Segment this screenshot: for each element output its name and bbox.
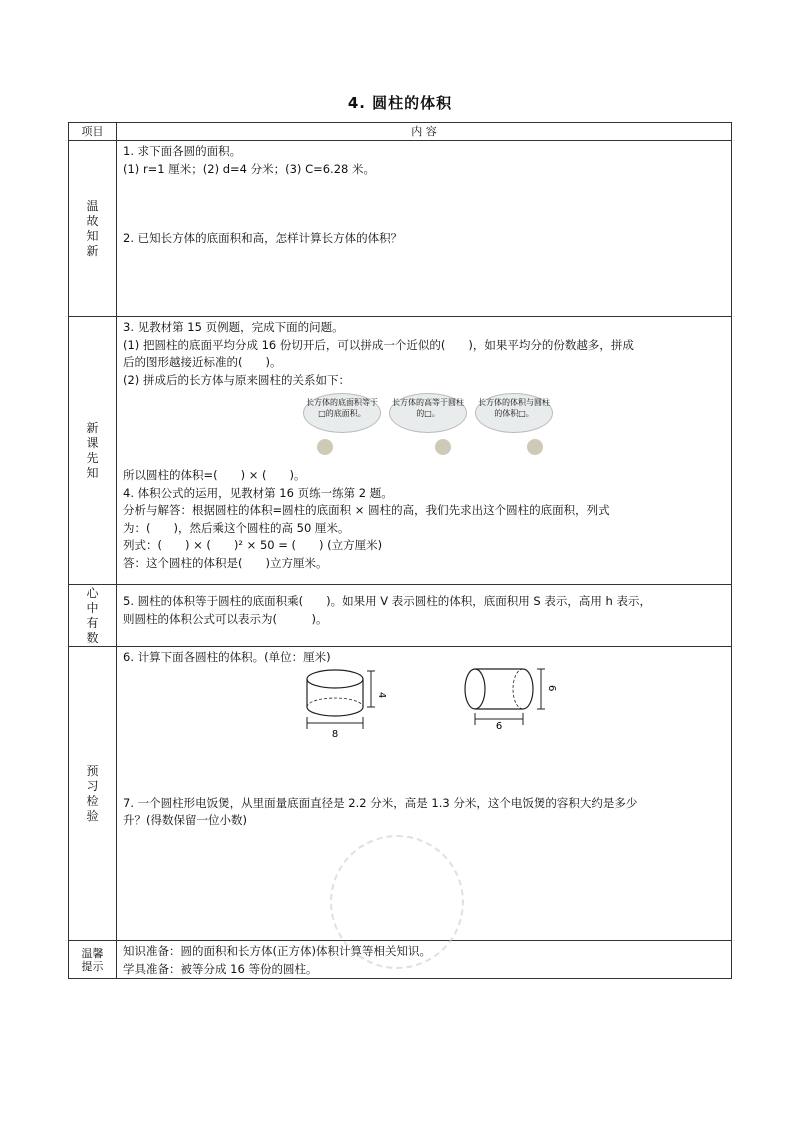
cartoon-animal-1-icon [317,439,333,455]
speech-bubble-3: 长方体的体积与圆柱的体积□。 [475,393,553,433]
cylinder-diagrams [123,667,723,747]
question-3-2: (2) 拼成后的长方体与原来圆柱的关系如下： [123,372,350,387]
question-1: 1. 求下面各圆的面积。 [123,144,242,158]
mind-row [69,585,732,647]
question-4-b: 为：( )，然后乘这个圆柱的高 50 厘米。 [123,520,350,535]
question-5-a: 5. 圆柱的体积等于圆柱的底面积乘( )。如果用 V 表示圆柱的体积，底面积用 S 表示，高用 h 表示， [123,594,651,608]
new-content [117,317,732,585]
question-4-c: 列式：( ) × ( )² × 50 = ( ) (立方厘米) [123,538,383,552]
mind-label: 心 中 有 数 [69,585,117,647]
new-label: 新 课 先 知 [69,317,117,585]
preview-label: 预 习 检 验 [69,647,117,941]
page-title: 4. 圆柱的体积 [347,94,453,112]
question-5-b: 则圆柱的体积公式可以表示为( )。 [123,611,328,626]
speech-bubble-1: 长方体的底面积等于□的底面积。 [303,393,381,433]
header-row [69,123,732,141]
tips-label: 温馨 提示 [69,941,117,979]
cartoon-animal-3-icon [527,439,543,455]
review-label: 温 故 知 新 [69,141,117,317]
question-2: 2. 已知长方体的底面积和高，怎样计算长方体的体积？ [123,231,403,245]
cylinder-2-diameter: 6 [495,720,503,732]
question-1-parts: (1) r=1 厘米；(2) d=4 分米；(3) C=6.28 米。 [123,161,376,176]
speech-bubble-2: 长方体的高等于圆柱的□。 [389,393,467,433]
cylinder-2-height: 6 [546,684,557,691]
cylinder-figures [123,667,725,747]
watermark-stamp-icon [330,835,464,969]
question-4-a: 分析与解答：根据圆柱的体积=圆柱的底面积 × 圆柱的高，我们先求出这个圆柱的底面积，列式 [123,503,610,517]
tip-knowledge: 知识准备：圆的面积和长方体(正方体)体积计算等相关知识。 [123,944,431,958]
question-3: 3. 见教材第 15 页例题，完成下面的问题。 [123,320,344,334]
review-content [117,141,732,317]
cylinder-1-diameter: 8 [331,728,339,740]
cylinder-1-height: 4 [376,691,387,698]
mind-content [117,585,732,647]
review-row [69,141,732,317]
question-3-1b: 后的图形越接近标准的( )。 [123,355,282,369]
header-content: 内 容 [117,123,732,141]
question-6: 6. 计算下面各圆柱的体积。(单位：厘米) [123,650,331,664]
question-3-1a: (1) 把圆柱的底面平均分成 16 份切开后，可以拼成一个近似的( )，如果平均分的份数越多，拼成 [123,337,634,352]
new-row [69,317,732,585]
volume-statement: 所以圆柱的体积=( ) × ( )。 [123,468,306,482]
illustration-bubbles [303,393,553,465]
question-4-d: 答：这个圆柱的体积是( )立方厘米。 [123,555,328,570]
tip-tools: 学具准备：被等分成 16 等份的圆柱。 [123,961,318,976]
cylinder-1-figure [307,670,387,740]
header-item: 项目 [69,123,117,141]
cylinder-2-figure [465,669,557,732]
question-4: 4. 体积公式的运用，见教材第 16 页练一练第 2 题。 [123,485,393,500]
question-7-a: 7. 一个圆柱形电饭煲，从里面量底面直径是 2.2 分米，高是 1.3 分米，这个电饭煲的容积大约是多少 [123,795,638,810]
question-7-b: 升？(得数保留一位小数) [123,813,247,827]
cartoon-animal-2-icon [435,439,451,455]
